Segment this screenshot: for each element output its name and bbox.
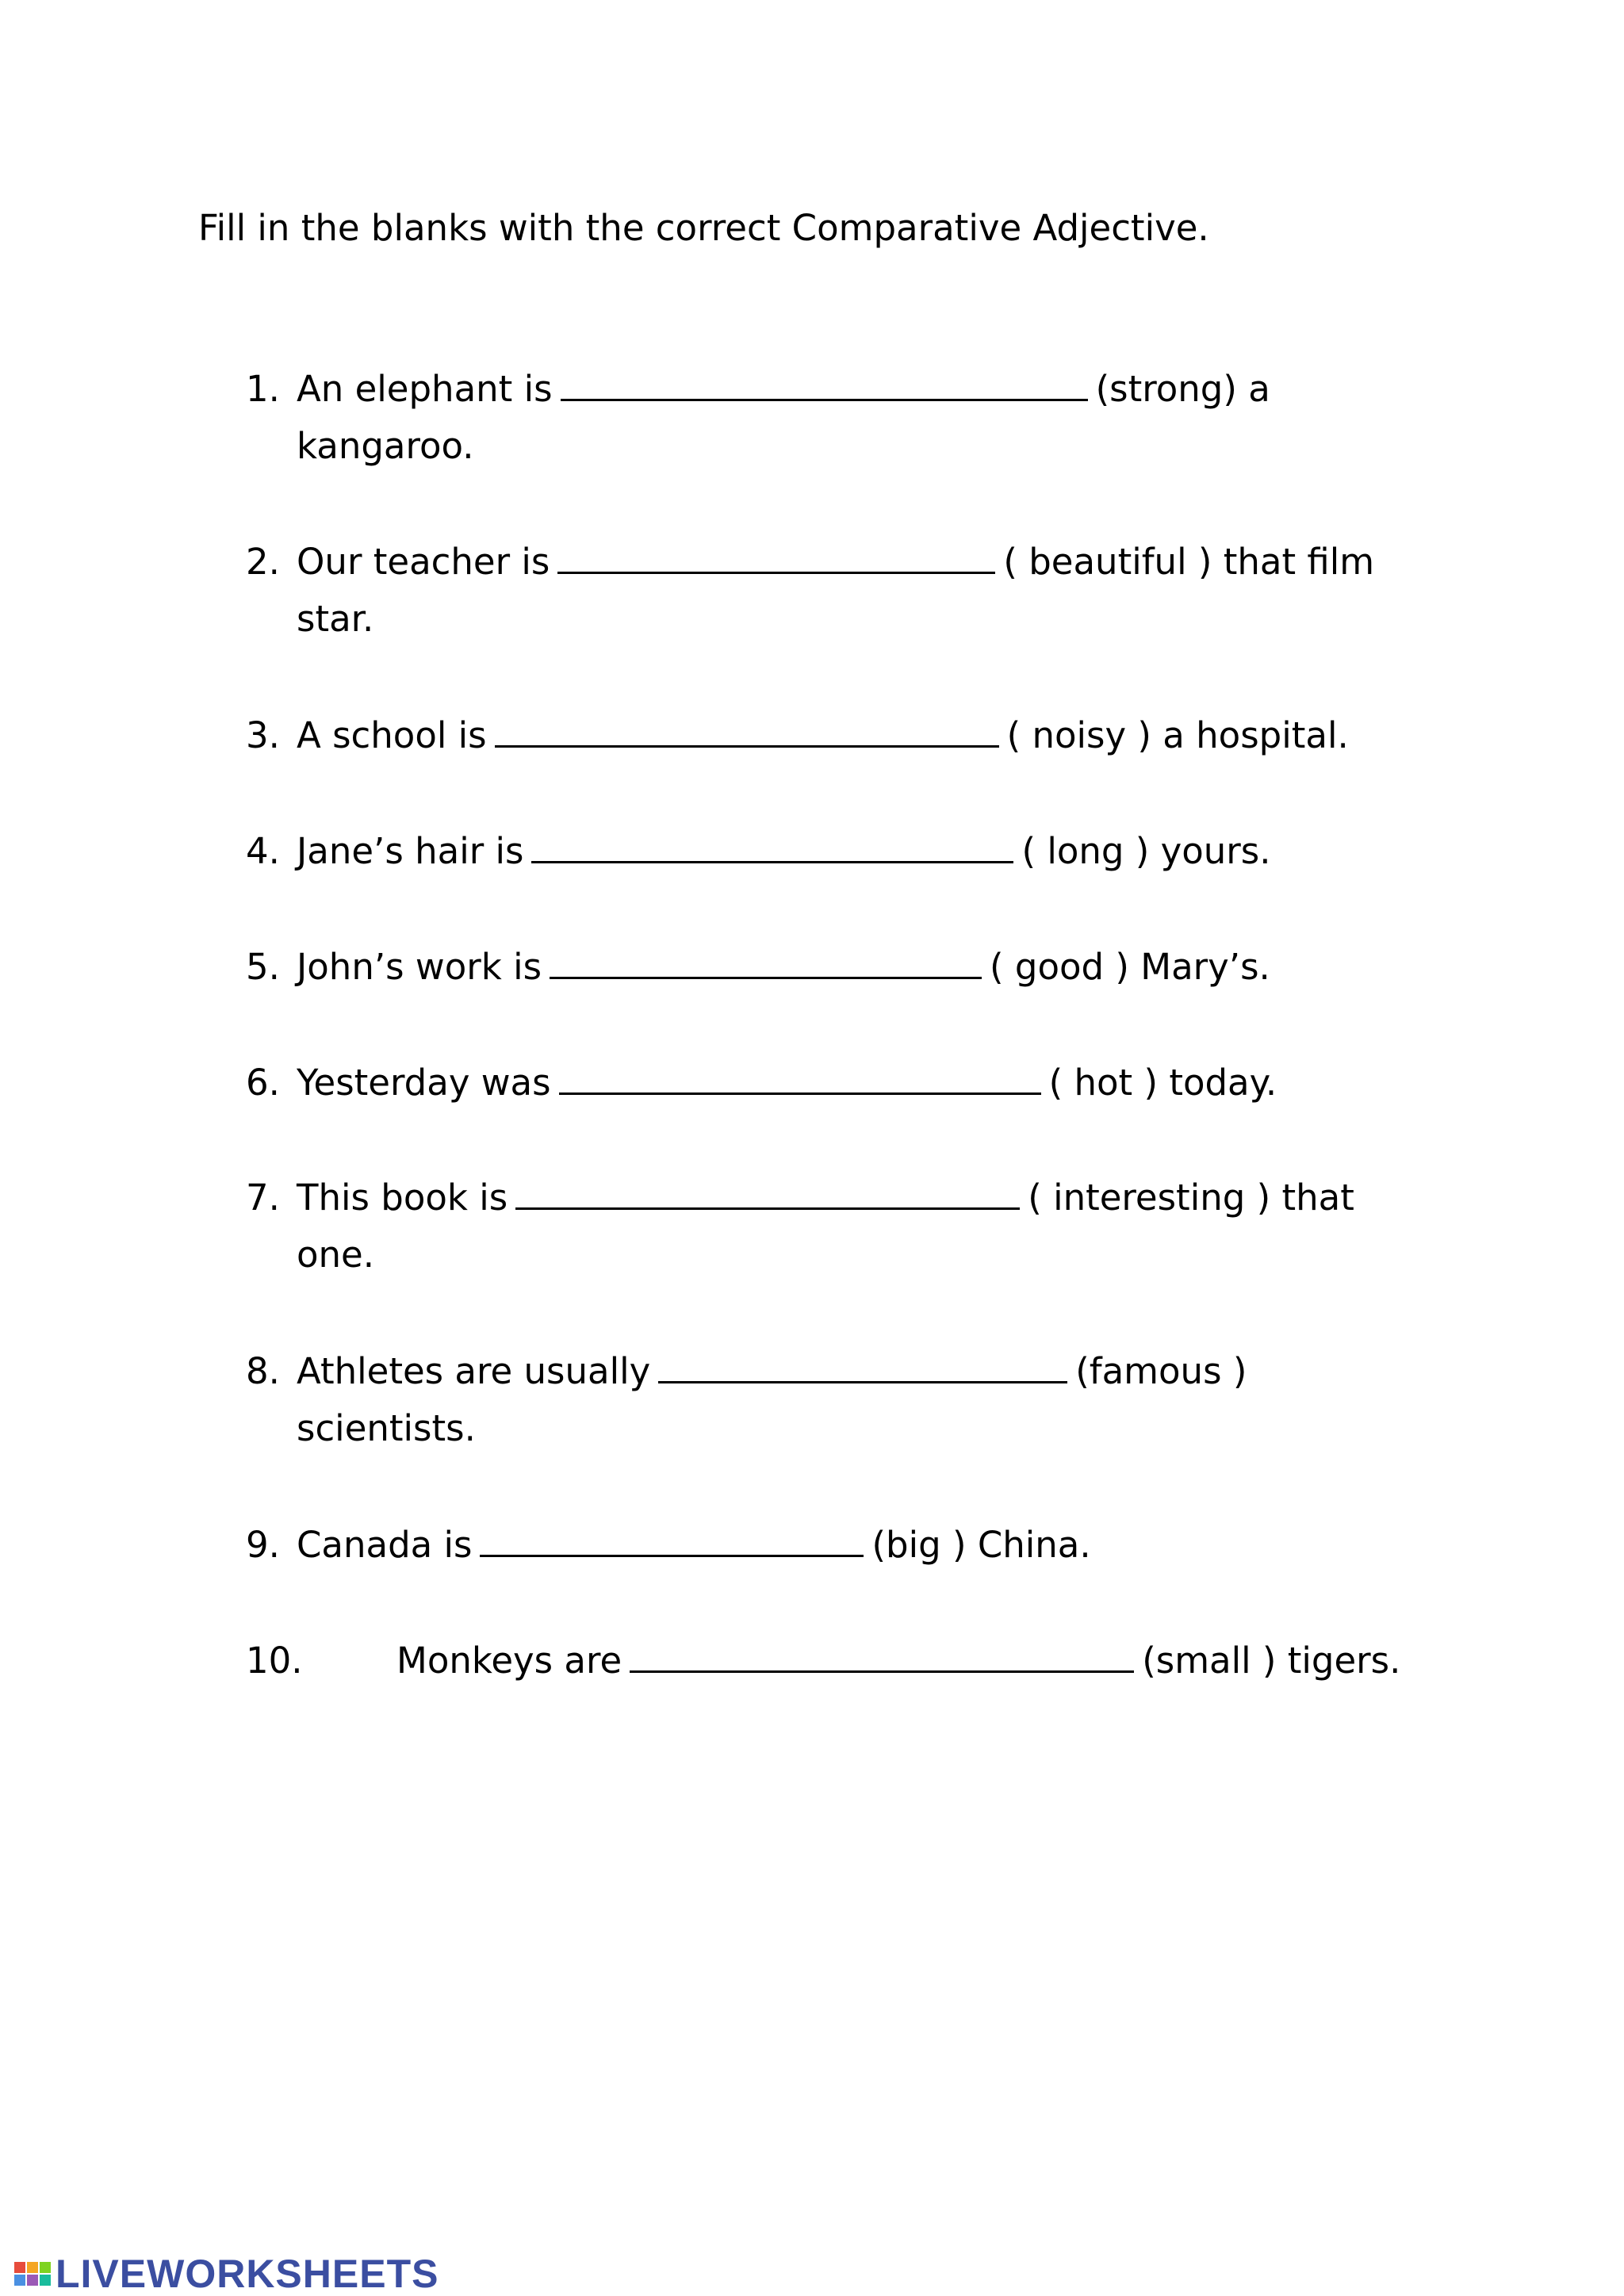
- answer-blank[interactable]: [658, 1349, 1067, 1383]
- question-number: 7.: [246, 1177, 280, 1219]
- question-continuation: scientists.: [297, 1407, 476, 1449]
- question-line: [396, 1632, 1400, 1689]
- question-text-before: A school is: [297, 714, 487, 756]
- question-number: 6.: [246, 1062, 280, 1104]
- logo-square: [27, 2262, 38, 2273]
- answer-blank[interactable]: [495, 714, 999, 748]
- question-number: 1.: [246, 368, 280, 410]
- question-line: [297, 1169, 1354, 1226]
- logo-text: LIVEWORKSHEETS: [56, 2252, 439, 2296]
- answer-blank[interactable]: [480, 1523, 864, 1557]
- question-text-before: Jane’s hair is: [297, 830, 524, 872]
- question-line: [297, 939, 1270, 996]
- question-line: [297, 707, 1349, 764]
- answer-blank[interactable]: [515, 1176, 1020, 1210]
- question-text-after: (small ) tigers.: [1142, 1640, 1401, 1682]
- question-number: 9.: [246, 1524, 280, 1566]
- question-text-after: (famous ): [1075, 1350, 1247, 1392]
- question-text-after: ( good ) Mary’s.: [990, 946, 1270, 988]
- question-line: [297, 823, 1271, 880]
- question-text-before: An elephant is: [297, 368, 553, 410]
- answer-blank[interactable]: [559, 1061, 1041, 1095]
- question-number: 4.: [246, 830, 280, 872]
- answer-blank[interactable]: [557, 540, 995, 574]
- question-number: 8.: [246, 1350, 280, 1392]
- question-text-after: ( hot ) today.: [1048, 1062, 1277, 1104]
- instruction-text: Fill in the blanks with the correct Comparative Adjective.: [198, 207, 1209, 249]
- question-text-before: John’s work is: [297, 946, 542, 988]
- question-text-after: ( noisy ) a hospital.: [1006, 714, 1349, 756]
- question-number: 10.: [246, 1640, 303, 1682]
- question-line: [297, 1054, 1277, 1112]
- question-text-after: (big ) China.: [871, 1524, 1091, 1566]
- answer-blank[interactable]: [561, 367, 1088, 401]
- logo-square: [40, 2275, 51, 2286]
- question-continuation: kangaroo.: [297, 425, 474, 467]
- liveworksheets-logo: [14, 2252, 439, 2296]
- answer-blank[interactable]: [630, 1639, 1134, 1673]
- question-text-after: ( beautiful ) that film: [1003, 541, 1375, 583]
- question-text-before: Monkeys are: [396, 1640, 622, 1682]
- question-text-before: Our teacher is: [297, 541, 550, 583]
- logo-square: [27, 2275, 38, 2286]
- question-line: [297, 1343, 1247, 1400]
- answer-blank[interactable]: [550, 945, 982, 979]
- question-line: [297, 361, 1270, 418]
- logo-square: [14, 2262, 25, 2273]
- logo-square: [14, 2275, 25, 2286]
- question-text-before: This book is: [297, 1177, 508, 1219]
- question-text-before: Athletes are usually: [297, 1350, 651, 1392]
- question-text-after: ( long ) yours.: [1021, 830, 1271, 872]
- question-line: [297, 534, 1374, 591]
- answer-blank[interactable]: [531, 829, 1013, 863]
- logo-square: [40, 2262, 51, 2273]
- question-number: 2.: [246, 541, 280, 583]
- liveworksheets-logo-icon: [14, 2262, 51, 2286]
- question-text-before: Canada is: [297, 1524, 473, 1566]
- question-number: 5.: [246, 946, 280, 988]
- question-text-before: Yesterday was: [297, 1062, 551, 1104]
- question-continuation: star.: [297, 598, 374, 640]
- question-text-after: ( interesting ) that: [1028, 1177, 1354, 1219]
- question-text-after: (strong) a: [1095, 368, 1270, 410]
- question-number: 3.: [246, 714, 280, 756]
- question-line: [297, 1517, 1091, 1574]
- question-continuation: one.: [297, 1234, 375, 1276]
